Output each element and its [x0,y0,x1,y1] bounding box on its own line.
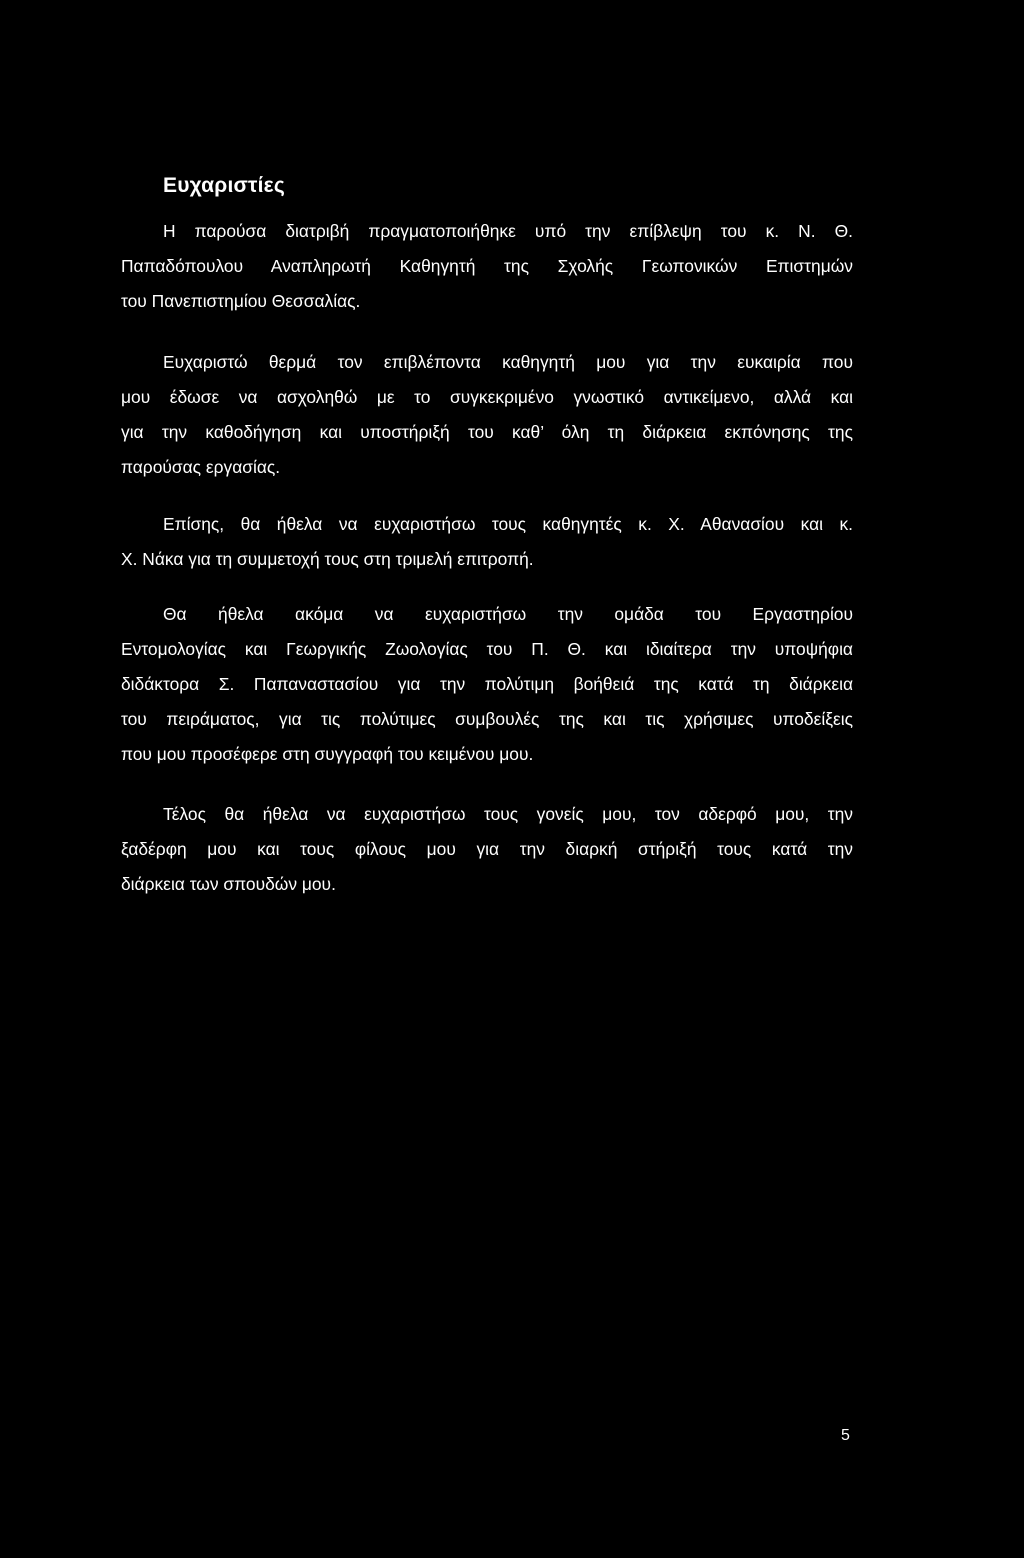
paragraph-line: Ευχαριστώ θερμά τον επιβλέποντα καθηγητή μου για την ευκαιρία που [163,352,853,372]
paragraph-line: Η παρούσα διατριβή πραγματοποιήθηκε υπό την επίβλεψη του κ. Ν. Θ. [163,221,853,241]
paragraph-line: παρούσας εργασίας. [121,457,281,477]
paragraph-line: διάρκεια των σπουδών μου. [121,874,336,894]
paragraph-line: Θα ήθελα ακόμα να ευχαριστήσω την ομάδα του Εργαστηρίου [163,604,853,624]
paragraph-line: του πειράματος, για τις πολύτιμες συμβουλές της και τις χρήσιμες υποδείξεις [121,709,853,729]
paragraph-line: Χ. Νάκα για τη συμμετοχή τους στη τριμελή επιτροπή. [121,549,534,569]
paragraph-line: Παπαδόπουλου Αναπληρωτή Καθηγητή της Σχολής Γεωπονικών Επιστημών [121,256,853,276]
paragraph-supervision [121,214,853,319]
paragraph-line: Επίσης, θα ήθελα να ευχαριστήσω τους καθηγητές κ. Χ. Αθανασίου και κ. [163,514,853,534]
paragraph-line: μου έδωσε να ασχοληθώ με το συγκεκριμένο γνωστικό αντικείμενο, αλλά και [121,387,853,407]
page-title: Ευχαριστίες [163,174,285,197]
paragraph-thanks-committee [121,507,853,577]
paragraph-line: που μου προσέφερε στη συγγραφή του κειμένου μου. [121,744,534,764]
paragraph-line: του Πανεπιστημίου Θεσσαλίας. [121,291,361,311]
paragraph-line: ξαδέρφη μου και τους φίλους μου για την διαρκή στήριξή τους κατά την [121,839,853,859]
paragraph-line: διδάκτορα Σ. Παπαναστασίου για την πολύτιμη βοήθειά της κατά τη διάρκεια [121,674,853,694]
paragraph-thanks-family [121,797,853,902]
paragraph-line: Εντομολογίας και Γεωργικής Ζωολογίας του Π. Θ. και ιδιαίτερα την υποψήφια [121,639,853,659]
page-number: 5 [841,1427,850,1444]
paragraph-line: για την καθοδήγηση και υποστήριξή του καθ’ όλη τη διάρκεια εκπόνησης της [121,422,853,442]
paragraph-thanks-lab [121,597,853,772]
paragraph-line: Τέλος θα ήθελα να ευχαριστήσω τους γονείς μου, τον αδερφό μου, την [163,804,853,824]
paragraph-thanks-supervisor [121,345,853,485]
